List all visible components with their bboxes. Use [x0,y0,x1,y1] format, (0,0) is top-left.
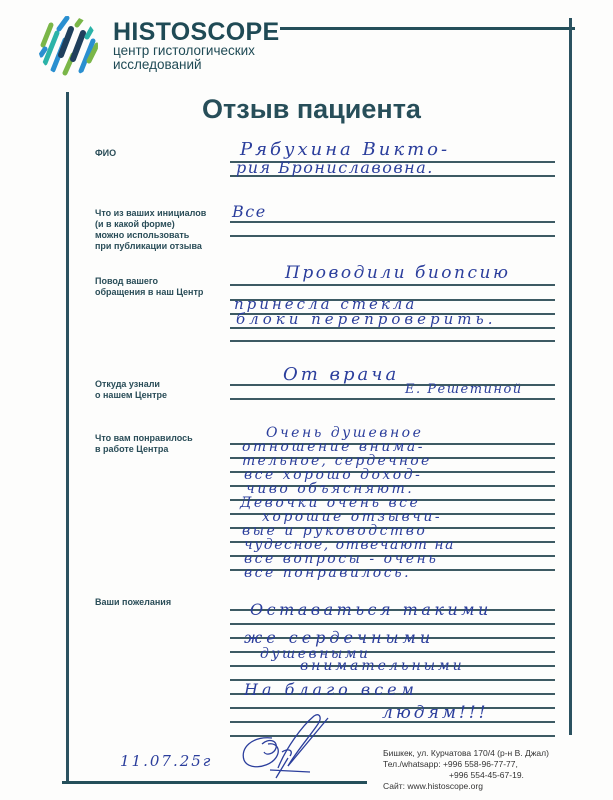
answer-fio-line: Рябухина Викто- [240,139,451,160]
label-line: можно использовать [95,230,190,240]
answer-reason-line: принесла стекла [234,295,418,313]
answer-reason-line: Проводили биопсию [285,263,511,283]
label-line: (и в какой форме) [95,219,175,229]
contact-website: Сайт: www.histoscope.org [383,781,483,791]
label-line: при публикации отзыва [95,241,202,251]
answer-wishes-line: душевными [260,646,371,662]
answer-reason-line: блоки перепроверить. [236,310,497,328]
frame-left-border [66,92,69,784]
form-date: 11.07.25г [120,752,213,770]
ruled-line [230,284,555,286]
answer-liked-line: все хорошо доход- [244,467,423,483]
answer-source-line: От врача [283,364,400,385]
field-label-wishes [95,597,171,608]
label-line: обращения в наш Центр [95,287,204,297]
answer-wishes-line: На благо всем [244,680,418,699]
label-line: Ваши пожелания [95,597,172,607]
label-line: в работе Центра [95,444,169,454]
answer-wishes-line: Оставаться такими [250,600,492,619]
contact-phone: +996 554-45-67-19. [449,770,524,780]
ruled-line [230,235,555,237]
field-label-source [95,379,167,401]
field-label-reason [95,276,203,298]
histoscope-logo-icon [37,15,99,77]
answer-liked-line: все вопросы - очень [244,551,439,567]
contact-phone: Тел./whatsapp: +996 558-96-77-77, [383,759,518,769]
label-line: Что из ваших инициалов [95,208,207,218]
contact-info [383,748,549,792]
frame-right-border [569,18,572,735]
answer-liked-line: все понравилось. [244,565,412,581]
label-line: Откуда узнали [95,379,160,389]
answer-liked-line: чудесное, отвечают на [244,537,455,553]
answer-liked-line: хорошие отзывчи- [262,509,443,525]
field-label-liked [95,433,193,455]
brand-subtitle [113,44,255,72]
page-title: Отзыв пациента [202,94,421,124]
handwritten-signature-icon [232,708,342,780]
answer-wishes-line: внимательными [300,658,465,674]
brand-name: HISTOSCOPE [113,18,280,46]
answer-liked-line: Девочки очень все [240,495,421,511]
ruled-line [230,340,555,342]
answer-liked-line: тельное, сердечное [242,453,432,469]
ruled-line [230,221,555,223]
label-line: ФИО [95,148,117,158]
label-line: Повод вашего [95,276,159,286]
answer-wishes-line: людям!!! [382,703,489,723]
answer-liked-line: Очень душевное [266,425,424,441]
ruled-line [230,623,555,625]
answer-source-line: Е. Решетиной [405,382,523,397]
ruled-line [230,398,555,400]
frame-top-border [280,27,575,30]
field-label-initials [95,208,206,252]
brand-subtitle-line: центр гистологических [113,43,255,58]
label-line: Что вам понравилось [95,433,193,443]
frame-bottom-border [62,781,367,784]
answer-liked-line: чиво объясняют. [246,481,415,497]
label-line: о нашем Центре [95,390,168,400]
answer-liked-line: отношение внима- [242,439,425,455]
brand-subtitle-line: исследований [113,57,202,72]
answer-wishes-line: же сердечными [244,628,435,647]
field-label-fio [95,148,116,159]
answer-fio-line: рия Брониславовна. [236,158,434,177]
contact-address: Бишкек, ул. Курчатова 170/4 (р-н В. Джал) [383,748,549,758]
answer-liked-line: вые и руководство [242,523,428,539]
answer-initials: Все [232,202,267,221]
